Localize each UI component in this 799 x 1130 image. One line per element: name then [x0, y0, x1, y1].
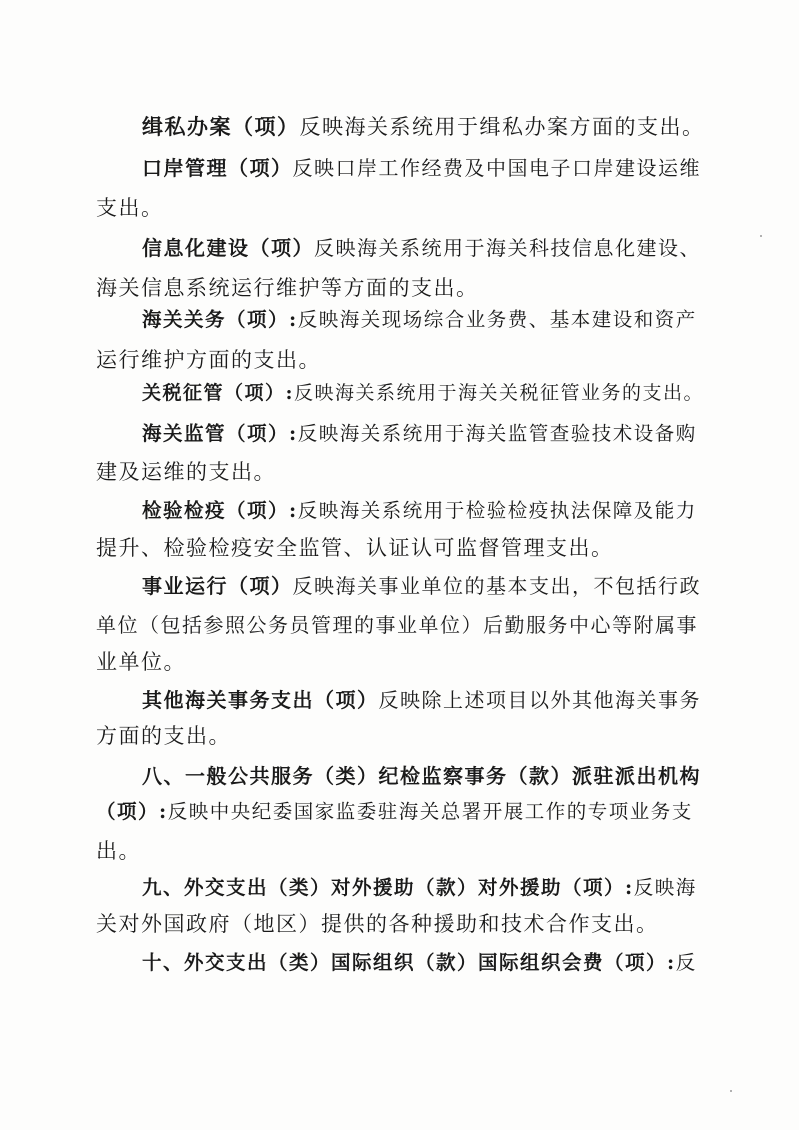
paragraph-line — [96, 642, 186, 682]
item-description: 反映口岸工作经费及中国电子口岸建设运维 — [292, 156, 701, 180]
item-heading: （项）: — [96, 800, 168, 823]
paragraph-line — [96, 831, 141, 871]
item-description: 反映中央纪委国家监委驻海关总署开展工作的专项业务支 — [167, 800, 693, 823]
paragraph-line — [142, 107, 705, 147]
paragraph-line — [142, 414, 697, 454]
paragraph-line — [142, 300, 697, 340]
item-description: 单位（包括参照公务员管理的事业单位）后勤服务中心等附属事 — [96, 613, 698, 637]
item-description: 出。 — [96, 839, 141, 863]
paragraph-line — [96, 792, 693, 832]
paragraph-line — [142, 943, 697, 983]
item-description: 反映海 — [633, 876, 697, 899]
item-description: 反映海关系统用于缉私办案方面的支出。 — [299, 115, 705, 139]
section-heading: 九、外交支出（类）对外援助（款）对外援助（项）: — [142, 876, 634, 899]
scan-speck — [760, 235, 762, 237]
paragraph-line — [96, 528, 614, 568]
item-heading: 信息化建设（项） — [142, 236, 314, 260]
item-description: 运行维护方面的支出。 — [96, 348, 321, 372]
item-description: 反映海关系统用于海关监管查验技术设备购 — [297, 422, 697, 445]
section-heading: 十、外交支出（类）国际组织（款）国际组织会费（项）: — [142, 951, 676, 974]
paragraph-line — [96, 452, 276, 492]
item-description: 反映海关系统用于海关关税征管业务的支出。 — [294, 382, 705, 404]
paragraph-line — [142, 373, 704, 413]
item-description: 业单位。 — [96, 650, 186, 674]
item-description: 反映海关事业单位的基本支出，不包括行政 — [292, 574, 701, 598]
item-heading: 缉私办案（项） — [142, 114, 300, 139]
paragraph-line — [142, 868, 697, 908]
item-description: 反映海关现场综合业务费、基本建设和资产 — [297, 308, 697, 331]
item-description: 反映除上述项目以外其他海关事务 — [378, 688, 701, 712]
item-description: 反映海关系统用于海关科技信息化建设、 — [314, 236, 701, 260]
item-description: 反映海关系统用于检验检疫执法保障及能力 — [297, 499, 697, 522]
item-description: 支出。 — [96, 196, 164, 220]
item-heading: 检验检疫（项）: — [142, 499, 298, 522]
paragraph-line — [142, 491, 697, 531]
paragraph-line — [96, 904, 659, 944]
item-heading: 关税征管（项）: — [142, 382, 295, 404]
item-description: 海关信息系统运行维护等方面的支出。 — [96, 276, 479, 300]
item-description: 提升、检验检疫安全监管、认证认可监督管理支出。 — [96, 536, 614, 560]
paragraph-line — [96, 605, 698, 645]
paragraph-line — [142, 756, 701, 796]
scan-speck — [730, 1090, 732, 1092]
item-heading: 事业运行（项） — [142, 574, 293, 598]
item-heading: 口岸管理（项） — [142, 156, 293, 180]
paragraph-line — [96, 188, 164, 228]
item-heading: 海关关务（项）: — [142, 308, 298, 331]
paragraph-line — [142, 148, 701, 188]
paragraph-line — [142, 228, 701, 268]
item-heading: 其他海关事务支出（项） — [142, 688, 379, 712]
section-heading: 八、一般公共服务（类）纪检监察事务（款）派驻派出机构 — [142, 764, 701, 788]
item-description: 建及运维的支出。 — [96, 460, 276, 484]
paragraph-line — [142, 566, 701, 606]
item-description: 关对外国政府（地区）提供的各种援助和技术合作支出。 — [96, 912, 659, 936]
item-description: 反 — [675, 951, 697, 974]
item-description: 方面的支出。 — [96, 724, 231, 748]
item-heading: 海关监管（项）: — [142, 422, 298, 445]
paragraph-line — [96, 716, 231, 756]
paragraph-line — [142, 680, 701, 720]
